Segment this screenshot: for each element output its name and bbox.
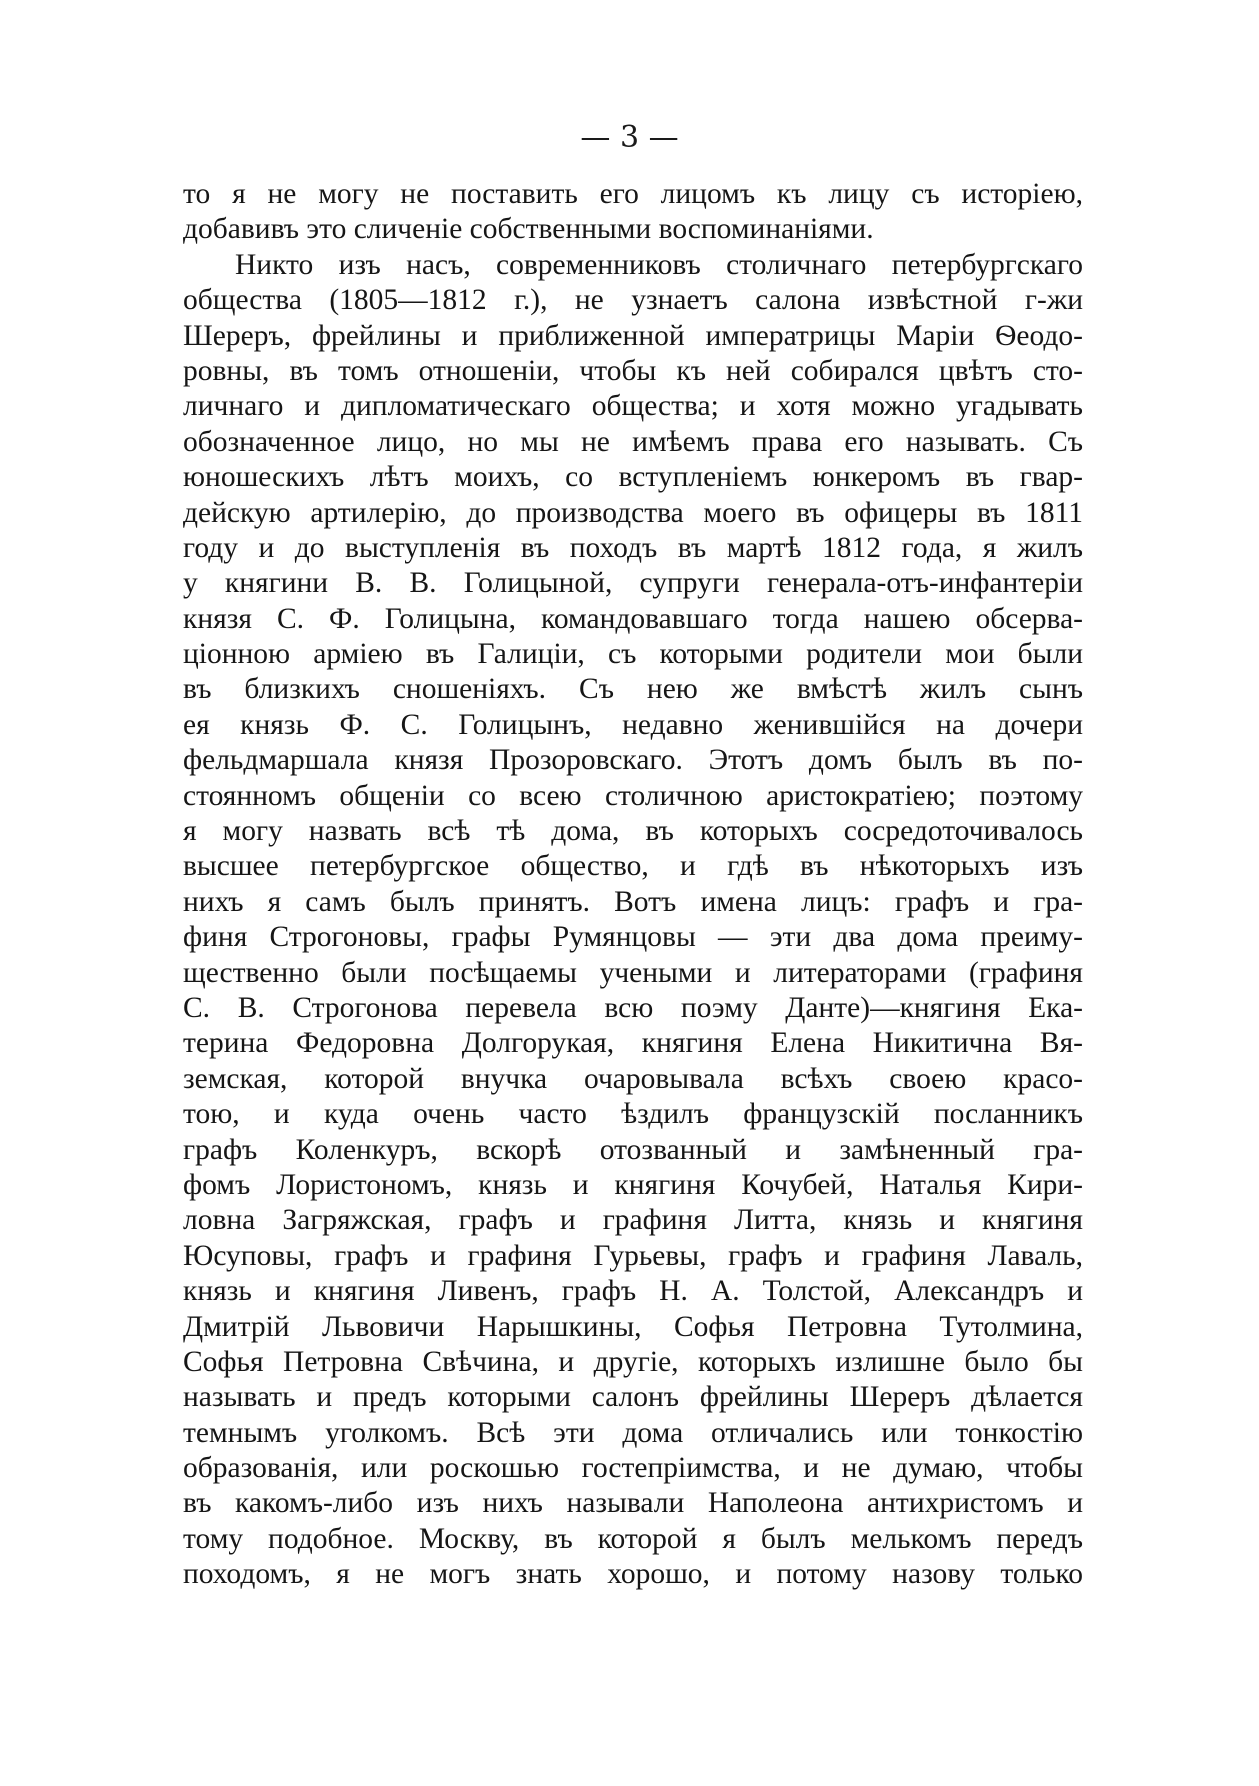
text-line: терина Федоровна Долгорукая, княгиня Елена Никитична Вя- [183, 1027, 1083, 1060]
text-line: добавивъ это сличеніе собственными воспоминаніями. [183, 213, 874, 246]
text-line: ровны, въ томъ отношеніи, чтобы къ ней собирался цвѣтъ сто- [183, 354, 1083, 387]
text-line: походомъ, я не могъ знать хорошо, и потому назову только [183, 1558, 1083, 1591]
text-line: въ близкихъ сношеніяхъ. Съ нею же вмѣстѣ жилъ сынъ [183, 673, 1083, 706]
text-line: у княгини В. В. Голицыной, супруги генерала-отъ-инфантеріи [183, 567, 1083, 600]
text-line: тому подобное. Москву, въ которой я былъ мелькомъ передъ [183, 1522, 1083, 1555]
text-line: тою, и куда очень часто ѣздилъ французскій посланникъ [183, 1098, 1083, 1131]
body-text [183, 177, 1083, 1593]
text-line: общества (1805—1812 г.), не узнаетъ салона извѣстной г-жи [183, 284, 1083, 317]
text-line: обозначенное лицо, но мы не имѣемъ права его называть. Съ [183, 425, 1083, 458]
text-line: графъ Коленкуръ, вскорѣ отозванный и замѣненный гра- [183, 1133, 1083, 1166]
text-line: щественно были посѣщаемы учеными и литераторами (графиня [183, 956, 1083, 989]
text-line: юношескихъ лѣтъ моихъ, со вступленіемъ юнкеромъ въ гвар- [183, 461, 1083, 494]
text-line: образованія, или роскошью гостепріимства, и не думаю, чтобы [183, 1452, 1083, 1485]
text-line: Софья Петровна Свѣчина, и другіе, которыхъ излишне было бы [183, 1345, 1083, 1378]
text-line: финя Строгоновы, графы Румянцовы — эти два дома преиму- [183, 921, 1083, 954]
text-line: личнаго и дипломатическаго общества; и хотя можно угадывать [183, 390, 1083, 423]
text-line: нихъ я самъ былъ принятъ. Вотъ имена лицъ: графъ и гра- [183, 885, 1083, 918]
text-line: въ какомъ-либо изъ нихъ называли Наполеона антихристомъ и [183, 1487, 1083, 1520]
text-line: Никто изъ насъ, современниковъ столичнаго петербургскаго [235, 248, 1083, 281]
text-line: стоянномъ общеніи со всею столичною аристократіею; поэтому [183, 779, 1083, 812]
text-line: то я не могу не поставить его лицомъ къ лицу съ исторіею, [183, 178, 1083, 210]
text-line: темнымъ уголкомъ. Всѣ эти дома отличались или тонкостію [183, 1416, 1083, 1449]
text-line: фельдмаршала князя Прозоровскаго. Этотъ домъ былъ въ по- [183, 744, 1083, 777]
text-line: фомъ Лористономъ, князь и княгиня Кочубей, Наталья Кири- [183, 1168, 1083, 1201]
text-line: дейскую артилерію, до производства моего въ офицеры въ 1811 [183, 496, 1083, 529]
text-line: высшее петербургское общество, и гдѣ въ нѣкоторыхъ изъ [183, 850, 1083, 883]
text-line: ловна Загряжская, графъ и графиня Литта, князь и княгиня [183, 1204, 1083, 1237]
page-number: — 3 — [580, 120, 679, 155]
text-line: Дмитрій Львовичи Нарышкины, Софья Петровна Тутолмина, [183, 1310, 1083, 1343]
text-line: Шереръ, фрейлины и приближенной императрицы Маріи Ѳеодо- [183, 319, 1083, 352]
text-line: я могу назвать всѣ тѣ дома, въ которыхъ сосредоточивалось [183, 815, 1083, 848]
text-line: князя С. Ф. Голицына, командовавшаго тогда нашею обсерва- [183, 602, 1083, 635]
text-line: Юсуповы, графъ и графиня Гурьевы, графъ и графиня Лаваль, [183, 1239, 1083, 1272]
text-line: называть и предъ которыми салонъ фрейлины Шереръ дѣлается [183, 1381, 1083, 1414]
text-line: земская, которой внучка очаровывала всѣхъ своею красо- [183, 1062, 1083, 1095]
text-line: князь и княгиня Ливенъ, графъ Н. А. Толстой, Александръ и [183, 1275, 1083, 1308]
text-line: ея князь Ф. С. Голицынъ, недавно женившійся на дочери [183, 708, 1083, 741]
text-line: С. В. Строгонова перевела всю поэму Данте)—княгиня Ека- [183, 991, 1083, 1024]
text-line: году и до выступленія въ походъ въ мартѣ 1812 года, я жилъ [183, 531, 1083, 564]
text-line: ціонною арміею въ Галиціи, съ которыми родители мои были [183, 638, 1083, 671]
